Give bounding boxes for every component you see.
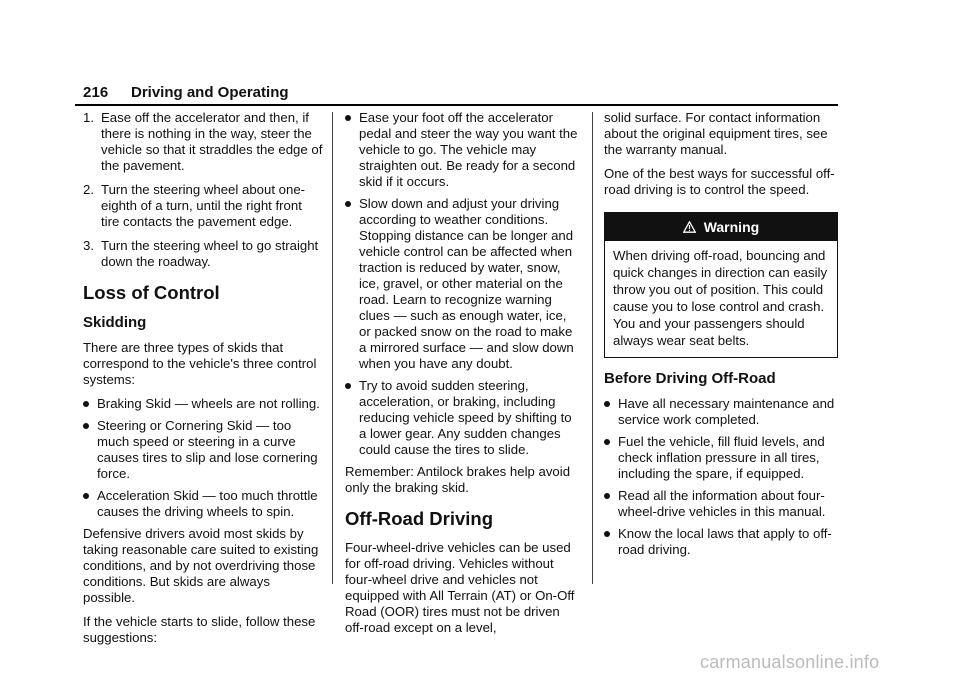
list-item-text: Ease your foot off the accelerator pedal and steer the way you want the vehicle to go. The vehicle may straighten out. Be ready for a second skid if it occurs. xyxy=(359,110,578,189)
heading-skidding: Skidding xyxy=(83,314,147,331)
list-item xyxy=(604,396,838,428)
list-item-text: Steering or Cornering Skid — too much speed or steering in a curve causes tires to slip and lose cornering force. xyxy=(97,418,318,481)
column-divider xyxy=(332,112,333,584)
list-item-text: Braking Skid — wheels are not rolling. xyxy=(97,396,320,411)
paragraph-continued: solid surface. For contact information about the original equipment tires, see the warranty manual. xyxy=(604,110,828,157)
list-item xyxy=(345,110,581,190)
list-item-text: Try to avoid sudden steering, acceleration, or braking, including reducing vehicle speed by shifting to a lower gear. Any sudden changes could cause the tires to slide. xyxy=(359,378,572,457)
header-rule xyxy=(75,104,838,106)
paragraph-speed: One of the best ways for successful off-road driving is to control the speed. xyxy=(604,166,835,197)
watermark: carmanualsonline.info xyxy=(700,652,880,672)
section-title: Driving and Operating xyxy=(131,84,289,101)
step-item xyxy=(83,182,323,230)
paragraph-off-road: Four-wheel-drive vehicles can be used for off-road driving. Vehicles without four-wheel drive and vehicles not equipped with All Terrain (AT) or On-Off Road (OOR) tires must not be driven off-road except on a level, xyxy=(345,540,575,635)
warning-box xyxy=(604,212,838,358)
step-text: Turn the steering wheel to go straight down the roadway. xyxy=(101,238,319,269)
bullet-icon xyxy=(604,531,610,537)
list-item xyxy=(345,196,581,372)
heading-off-road-driving: Off-Road Driving xyxy=(345,508,493,529)
middle-column xyxy=(345,110,581,644)
step-item xyxy=(83,238,323,270)
heading-before-driving-off-road: Before Driving Off-Road xyxy=(604,370,776,387)
warning-header xyxy=(605,213,837,241)
list-item xyxy=(83,396,323,412)
bullet-icon xyxy=(83,401,89,407)
left-column xyxy=(83,110,323,654)
list-item-text: Fuel the vehicle, fill fluid levels, and check inflation pressure in all tires, including the spare, if equipped. xyxy=(618,434,825,481)
bullet-icon xyxy=(604,401,610,407)
list-item-text: Read all the information about four-wheel-drive vehicles in this manual. xyxy=(618,488,826,519)
list-item-text: Acceleration Skid — too much throttle causes the driving wheels to spin. xyxy=(97,488,318,519)
list-item-text: Slow down and adjust your driving according to weather conditions. Stopping distance can be longer and vehicle control can be affected when traction is reduced by water, snow, ice, gravel, or other material on the road. Learn to recognize warning clues — such as enough water, ice, or packed snow on the road to make a mirrored surface — and slow down when you have any doubt. xyxy=(359,196,574,371)
warning-triangle-icon xyxy=(683,219,700,235)
step-item xyxy=(83,110,323,174)
bullet-icon xyxy=(604,439,610,445)
list-item xyxy=(604,488,838,520)
paragraph-slide: If the vehicle starts to slide, follow these suggestions: xyxy=(83,614,316,645)
step-number: 2. xyxy=(83,182,94,197)
page-number: 216 xyxy=(83,84,109,101)
warning-text: When driving off-road, bouncing and quick changes in direction can easily throw you out of position. This could cause you to lose control and crash. You and your passengers should always wear seat belts. xyxy=(613,248,828,348)
page-header xyxy=(75,84,838,104)
list-item xyxy=(604,434,838,482)
bullet-icon xyxy=(83,423,89,429)
right-column xyxy=(604,110,838,564)
paragraph-remember: Remember: Antilock brakes help avoid only the braking skid. xyxy=(345,464,571,495)
heading-loss-of-control: Loss of Control xyxy=(83,282,220,303)
warning-title: Warning xyxy=(703,219,760,235)
list-item-text: Know the local laws that apply to off-road driving. xyxy=(618,526,832,557)
list-item-text: Have all necessary maintenance and service work completed. xyxy=(618,396,835,427)
bullet-icon xyxy=(604,493,610,499)
paragraph-defensive: Defensive drivers avoid most skids by taking reasonable care suited to existing conditions, and by not overdriving those conditions. But skids are always possible. xyxy=(83,526,319,605)
bullet-icon xyxy=(345,383,351,389)
list-item xyxy=(345,378,581,458)
step-number: 3. xyxy=(83,238,94,253)
step-text: Ease off the accelerator and then, if there is nothing in the way, steer the vehicle so that it straddles the edge of the pavement. xyxy=(101,110,323,173)
list-item xyxy=(604,526,838,558)
bullet-icon xyxy=(345,115,351,121)
list-item xyxy=(83,418,323,482)
step-text: Turn the steering wheel about one-eighth of a turn, until the right front tire contacts the pavement edge. xyxy=(101,182,306,229)
column-divider xyxy=(592,112,593,584)
bullet-icon xyxy=(83,493,89,499)
step-number: 1. xyxy=(83,110,94,125)
skid-intro: There are three types of skids that correspond to the vehicle's three control systems: xyxy=(83,340,317,387)
bullet-icon xyxy=(345,201,351,207)
list-item xyxy=(83,488,323,520)
